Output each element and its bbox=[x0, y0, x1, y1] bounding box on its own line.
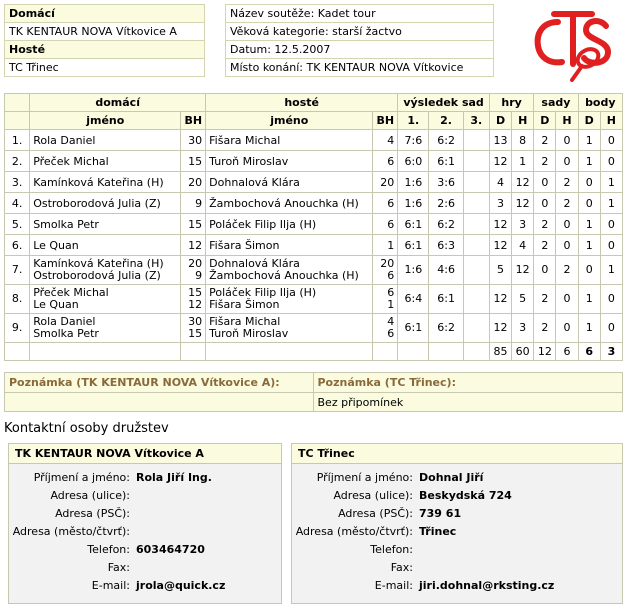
sets-d: 2 bbox=[534, 130, 556, 151]
points-h: 0 bbox=[600, 130, 622, 151]
guest-bh-line: 4 bbox=[387, 133, 395, 147]
label-city: Adresa (město/čtvrť): bbox=[295, 524, 413, 538]
total-games-d: 85 bbox=[489, 343, 511, 361]
points-d: 1 bbox=[578, 151, 600, 172]
home-player-line: Smolka Petr bbox=[33, 217, 99, 231]
home-player-line: Přeček Michal bbox=[33, 154, 109, 168]
guest-contact-name: Dohnal Jiří bbox=[419, 470, 484, 484]
guest-team-name: TC Třinec bbox=[5, 59, 205, 77]
points-h: 0 bbox=[600, 214, 622, 235]
table-row bbox=[5, 151, 623, 172]
games-d: 3 bbox=[489, 193, 511, 214]
guest-player-line: Poláček Filip Ilja (H) bbox=[209, 286, 317, 299]
contact-box-home bbox=[8, 443, 282, 604]
home-player-line: Kamínková Kateřina (H) bbox=[33, 175, 164, 189]
set-1-score: 1:6 bbox=[398, 256, 429, 285]
guest-player bbox=[206, 130, 373, 151]
label-email: E-mail: bbox=[374, 578, 413, 592]
match-venue: Místo konání: TK KENTAUR NOVA Vítkovice bbox=[226, 59, 494, 77]
sets-h: 0 bbox=[556, 130, 578, 151]
home-bh-line: 15 bbox=[188, 217, 203, 231]
match-number: 8. bbox=[5, 285, 30, 314]
guest-bh-line: 6 bbox=[387, 327, 395, 340]
games-d: 4 bbox=[489, 172, 511, 193]
label-zip: Adresa (PSČ): bbox=[338, 506, 413, 520]
home-bh bbox=[181, 172, 206, 193]
guest-bh-line: 20 bbox=[380, 175, 395, 189]
match-number: 4. bbox=[5, 193, 30, 214]
home-contact-street bbox=[133, 486, 281, 504]
games-d: 12 bbox=[489, 214, 511, 235]
guest-player bbox=[206, 285, 373, 314]
label-phone: Telefon: bbox=[370, 542, 413, 556]
contact-box-guest bbox=[291, 443, 623, 604]
home-player-line: Rola Daniel bbox=[33, 133, 96, 147]
col-points-d: D bbox=[578, 112, 600, 130]
table-row bbox=[5, 314, 623, 343]
set-2-score: 3:6 bbox=[429, 172, 463, 193]
header-home: domácí bbox=[30, 94, 206, 112]
sets-h: 0 bbox=[556, 235, 578, 256]
label-city: Adresa (město/čtvrť): bbox=[12, 524, 130, 538]
guest-contact-city: Třinec bbox=[419, 524, 457, 538]
guest-player-line: Žambochová Anouchka (H) bbox=[209, 269, 359, 282]
games-d: 12 bbox=[489, 151, 511, 172]
sets-d: 2 bbox=[534, 214, 556, 235]
guest-bh-line: 4 bbox=[387, 315, 395, 328]
match-info-box bbox=[225, 4, 494, 77]
sets-d: 0 bbox=[534, 193, 556, 214]
games-h: 4 bbox=[512, 235, 534, 256]
match-number: 9. bbox=[5, 314, 30, 343]
contact-home-team: TK KENTAUR NOVA Vítkovice A bbox=[9, 444, 281, 464]
guest-player bbox=[206, 151, 373, 172]
sets-d: 2 bbox=[534, 285, 556, 314]
set-2-score: 6:1 bbox=[429, 151, 463, 172]
home-bh bbox=[181, 151, 206, 172]
label-fax: Fax: bbox=[107, 560, 130, 574]
home-contact-name: Rola Jiří Ing. bbox=[136, 470, 212, 484]
home-bh bbox=[181, 235, 206, 256]
total-points-d: 6 bbox=[578, 343, 600, 361]
guest-bh bbox=[373, 314, 398, 343]
header-sets: sady bbox=[534, 94, 578, 112]
home-player-line: Le Quan bbox=[33, 298, 79, 311]
games-h: 12 bbox=[512, 193, 534, 214]
home-player-line: Rola Daniel bbox=[33, 315, 96, 328]
home-bh-line: 9 bbox=[195, 196, 203, 210]
home-contact-zip bbox=[133, 504, 281, 522]
home-player bbox=[30, 235, 181, 256]
guest-contact-zip: 739 61 bbox=[419, 506, 462, 520]
sets-d: 0 bbox=[534, 172, 556, 193]
home-label: Domácí bbox=[5, 5, 205, 23]
set-3-score bbox=[463, 172, 489, 193]
guest-bh bbox=[373, 193, 398, 214]
col-points-h: H bbox=[600, 112, 622, 130]
guest-player bbox=[206, 172, 373, 193]
home-bh-line: 30 bbox=[188, 133, 203, 147]
points-d: 1 bbox=[578, 314, 600, 343]
sets-d: 2 bbox=[534, 151, 556, 172]
label-zip: Adresa (PSČ): bbox=[55, 506, 130, 520]
total-games-h: 60 bbox=[512, 343, 534, 361]
match-number: 7. bbox=[5, 256, 30, 285]
guest-bh bbox=[373, 172, 398, 193]
guest-contact-fax bbox=[416, 558, 622, 576]
guest-player-line: Fišara Šimon bbox=[209, 298, 280, 311]
guest-label: Hosté bbox=[5, 41, 205, 59]
home-player bbox=[30, 172, 181, 193]
games-h: 3 bbox=[512, 314, 534, 343]
notes-table bbox=[4, 372, 623, 412]
set-3-score bbox=[463, 285, 489, 314]
home-bh-line: 9 bbox=[195, 269, 203, 282]
home-bh bbox=[181, 256, 206, 285]
col-set-1: 1. bbox=[398, 112, 429, 130]
set-3-score bbox=[463, 151, 489, 172]
guest-player bbox=[206, 256, 373, 285]
points-d: 1 bbox=[578, 130, 600, 151]
sets-h: 2 bbox=[556, 193, 578, 214]
guest-player-line: Turoň Miroslav bbox=[209, 154, 289, 168]
label-street: Adresa (ulice): bbox=[50, 488, 130, 502]
set-1-score: 1:6 bbox=[398, 172, 429, 193]
points-d: 0 bbox=[578, 193, 600, 214]
col-set-3: 3. bbox=[463, 112, 489, 130]
games-d: 13 bbox=[489, 130, 511, 151]
total-sets-d: 12 bbox=[534, 343, 556, 361]
teams-box bbox=[4, 4, 205, 77]
guest-bh-line: 6 bbox=[387, 269, 395, 282]
set-1-score: 6:4 bbox=[398, 285, 429, 314]
set-1-score: 1:6 bbox=[398, 193, 429, 214]
guest-player-line: Dohnalová Klára bbox=[209, 175, 300, 189]
col-guest-name: jméno bbox=[206, 112, 373, 130]
guest-bh bbox=[373, 151, 398, 172]
col-home-bh: BH bbox=[181, 112, 206, 130]
table-row bbox=[5, 130, 623, 151]
guest-bh-line: 6 bbox=[387, 196, 395, 210]
table-row bbox=[5, 193, 623, 214]
set-3-score bbox=[463, 314, 489, 343]
guest-player-line: Fišara Šimon bbox=[209, 238, 280, 252]
match-number: 6. bbox=[5, 235, 30, 256]
guest-bh bbox=[373, 214, 398, 235]
guest-bh-line: 6 bbox=[387, 286, 395, 299]
home-bh bbox=[181, 214, 206, 235]
guest-player-line: Poláček Filip Ilja (H) bbox=[209, 217, 317, 231]
set-3-score bbox=[463, 130, 489, 151]
home-player bbox=[30, 193, 181, 214]
guest-bh-line: 20 bbox=[380, 257, 395, 270]
home-player bbox=[30, 285, 181, 314]
sets-h: 0 bbox=[556, 151, 578, 172]
home-bh-line: 15 bbox=[188, 327, 203, 340]
home-bh-line: 15 bbox=[188, 286, 203, 299]
home-bh bbox=[181, 314, 206, 343]
note-guest-label: Poznámka (TC Třinec): bbox=[313, 373, 623, 393]
points-h: 0 bbox=[600, 314, 622, 343]
home-player-line: Přeček Michal bbox=[33, 286, 109, 299]
home-bh bbox=[181, 130, 206, 151]
sets-h: 2 bbox=[556, 172, 578, 193]
guest-contact-phone bbox=[416, 540, 622, 558]
col-games-h: H bbox=[512, 112, 534, 130]
sets-d: 0 bbox=[534, 256, 556, 285]
sets-h: 0 bbox=[556, 285, 578, 314]
match-number: 5. bbox=[5, 214, 30, 235]
home-player-line: Kamínková Kateřina (H) bbox=[33, 257, 164, 270]
guest-bh-line: 6 bbox=[387, 154, 395, 168]
home-player-line: Smolka Petr bbox=[33, 327, 99, 340]
games-d: 12 bbox=[489, 285, 511, 314]
set-2-score: 6:3 bbox=[429, 235, 463, 256]
points-h: 1 bbox=[600, 256, 622, 285]
home-contact-email[interactable]: jrola@quick.cz bbox=[136, 578, 226, 592]
match-number: 2. bbox=[5, 151, 30, 172]
cts-logo bbox=[528, 4, 618, 82]
col-guest-bh: BH bbox=[373, 112, 398, 130]
total-points-h: 3 bbox=[600, 343, 622, 361]
points-d: 0 bbox=[578, 172, 600, 193]
guest-player-line: Fišara Michal bbox=[209, 315, 281, 328]
guest-contact-street: Beskydská 724 bbox=[419, 488, 512, 502]
points-h: 0 bbox=[600, 151, 622, 172]
corner-cell bbox=[5, 112, 30, 130]
label-name: Příjmení a jméno: bbox=[316, 470, 413, 484]
sets-h: 0 bbox=[556, 214, 578, 235]
guest-bh-line: 1 bbox=[387, 238, 395, 252]
note-home-label: Poznámka (TK KENTAUR NOVA Vítkovice A): bbox=[5, 373, 314, 393]
home-bh bbox=[181, 193, 206, 214]
home-contact-phone: 603464720 bbox=[136, 542, 205, 556]
guest-player bbox=[206, 235, 373, 256]
set-2-score: 4:6 bbox=[429, 256, 463, 285]
header-guest: hosté bbox=[206, 94, 398, 112]
guest-player bbox=[206, 193, 373, 214]
guest-player-line: Dohnalová Klára bbox=[209, 257, 300, 270]
set-2-score: 6:2 bbox=[429, 314, 463, 343]
set-3-score bbox=[463, 193, 489, 214]
label-name: Příjmení a jméno: bbox=[33, 470, 130, 484]
points-d: 1 bbox=[578, 285, 600, 314]
header-games: hry bbox=[489, 94, 533, 112]
home-contact-fax bbox=[133, 558, 281, 576]
set-2-score: 6:2 bbox=[429, 130, 463, 151]
header-score: výsledek sad bbox=[398, 94, 490, 112]
games-h: 8 bbox=[512, 130, 534, 151]
guest-bh bbox=[373, 285, 398, 314]
games-h: 12 bbox=[512, 256, 534, 285]
sets-d: 2 bbox=[534, 235, 556, 256]
home-player bbox=[30, 214, 181, 235]
home-bh bbox=[181, 285, 206, 314]
match-date: Datum: 12.5.2007 bbox=[226, 41, 494, 59]
home-bh-line: 12 bbox=[188, 238, 203, 252]
col-set-2: 2. bbox=[429, 112, 463, 130]
home-team-name: TK KENTAUR NOVA Vítkovice A bbox=[5, 23, 205, 41]
col-home-name: jméno bbox=[30, 112, 181, 130]
label-street: Adresa (ulice): bbox=[333, 488, 413, 502]
guest-bh-line: 1 bbox=[387, 298, 395, 311]
note-home-value bbox=[5, 393, 314, 412]
home-bh-line: 30 bbox=[188, 315, 203, 328]
guest-player bbox=[206, 214, 373, 235]
home-bh-line: 12 bbox=[188, 298, 203, 311]
col-games-d: D bbox=[489, 112, 511, 130]
label-email: E-mail: bbox=[91, 578, 130, 592]
competition-name: Název soutěže: Kadet tour bbox=[226, 5, 494, 23]
points-h: 1 bbox=[600, 193, 622, 214]
set-2-score: 6:1 bbox=[429, 285, 463, 314]
total-sets-h: 6 bbox=[556, 343, 578, 361]
games-d: 5 bbox=[489, 256, 511, 285]
points-h: 1 bbox=[600, 172, 622, 193]
games-h: 12 bbox=[512, 172, 534, 193]
points-d: 1 bbox=[578, 235, 600, 256]
games-d: 12 bbox=[489, 235, 511, 256]
table-row bbox=[5, 256, 623, 285]
home-bh-line: 15 bbox=[188, 154, 203, 168]
points-d: 0 bbox=[578, 256, 600, 285]
guest-bh bbox=[373, 130, 398, 151]
home-player bbox=[30, 130, 181, 151]
games-d: 12 bbox=[489, 314, 511, 343]
guest-player-line: Fišara Michal bbox=[209, 133, 281, 147]
games-h: 5 bbox=[512, 285, 534, 314]
guest-player bbox=[206, 314, 373, 343]
note-guest-value: Bez připomínek bbox=[313, 393, 623, 412]
sets-h: 2 bbox=[556, 256, 578, 285]
table-row bbox=[5, 172, 623, 193]
guest-player-line: Turoň Miroslav bbox=[209, 327, 289, 340]
label-fax: Fax: bbox=[390, 560, 413, 574]
contact-guest-team: TC Třinec bbox=[292, 444, 622, 464]
set-3-score bbox=[463, 256, 489, 285]
games-h: 1 bbox=[512, 151, 534, 172]
match-number: 1. bbox=[5, 130, 30, 151]
label-phone: Telefon: bbox=[87, 542, 130, 556]
table-row bbox=[5, 285, 623, 314]
guest-bh-line: 6 bbox=[387, 217, 395, 231]
home-player bbox=[30, 256, 181, 285]
contacts-title: Kontaktní osoby družstev bbox=[4, 421, 169, 436]
set-3-score bbox=[463, 214, 489, 235]
guest-bh bbox=[373, 235, 398, 256]
home-player-line: Le Quan bbox=[33, 238, 79, 252]
age-category: Věková kategorie: starší žactvo bbox=[226, 23, 494, 41]
home-bh-line: 20 bbox=[188, 175, 203, 189]
set-1-score: 6:1 bbox=[398, 214, 429, 235]
home-player-line: Ostroborodová Julia (Z) bbox=[33, 269, 161, 282]
home-contact-city bbox=[133, 522, 281, 540]
corner-cell bbox=[5, 94, 30, 112]
set-2-score: 6:2 bbox=[429, 214, 463, 235]
home-player bbox=[30, 151, 181, 172]
table-row bbox=[5, 214, 623, 235]
guest-contact-email[interactable]: jiri.dohnal@rksting.cz bbox=[419, 578, 555, 592]
home-player-line: Ostroborodová Julia (Z) bbox=[33, 196, 161, 210]
set-2-score: 2:6 bbox=[429, 193, 463, 214]
set-3-score bbox=[463, 235, 489, 256]
table-row bbox=[5, 235, 623, 256]
set-1-score: 6:0 bbox=[398, 151, 429, 172]
points-d: 1 bbox=[578, 214, 600, 235]
home-bh-line: 20 bbox=[188, 257, 203, 270]
totals-row bbox=[5, 343, 623, 361]
guest-bh bbox=[373, 256, 398, 285]
set-1-score: 6:1 bbox=[398, 314, 429, 343]
match-number: 3. bbox=[5, 172, 30, 193]
set-1-score: 6:1 bbox=[398, 235, 429, 256]
header-points: body bbox=[578, 94, 622, 112]
points-h: 0 bbox=[600, 285, 622, 314]
games-h: 3 bbox=[512, 214, 534, 235]
set-1-score: 7:6 bbox=[398, 130, 429, 151]
col-sets-d: D bbox=[534, 112, 556, 130]
results-table bbox=[4, 93, 623, 361]
points-h: 0 bbox=[600, 235, 622, 256]
sets-d: 2 bbox=[534, 314, 556, 343]
guest-player-line: Žambochová Anouchka (H) bbox=[209, 196, 359, 210]
col-sets-h: H bbox=[556, 112, 578, 130]
home-player bbox=[30, 314, 181, 343]
sets-h: 0 bbox=[556, 314, 578, 343]
